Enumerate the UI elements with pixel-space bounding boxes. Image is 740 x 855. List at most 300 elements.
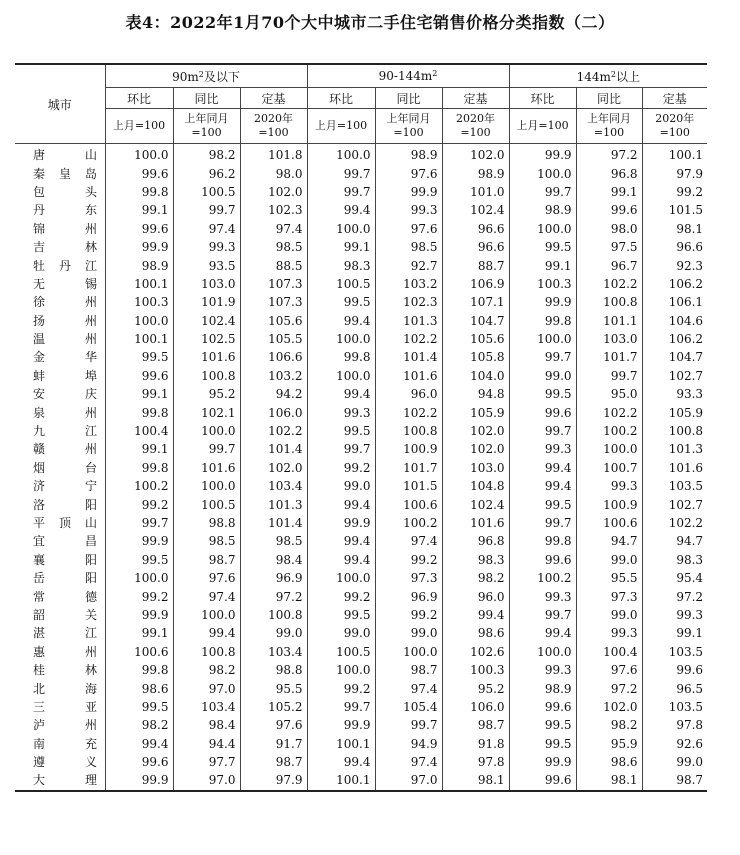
value-cell: 101.3 [240,495,307,513]
value-cell: 100.9 [576,495,642,513]
value-cell: 99.6 [105,367,173,385]
table-row [15,514,707,532]
value-cell: 97.4 [240,220,307,238]
value-cell: 97.2 [642,587,707,605]
city-name: 泉 州 [33,405,97,420]
value-cell: 100.0 [509,164,576,182]
value-cell: 99.1 [105,201,173,219]
value-cell: 98.5 [240,238,307,256]
table-row [15,422,707,440]
value-cell: 94.9 [375,735,442,753]
city-name: 南 充 [33,736,97,751]
city-name: 丹 东 [33,203,97,218]
value-cell: 100.0 [307,144,375,165]
value-cell: 99.0 [509,367,576,385]
city-name: 泸 州 [33,718,97,733]
table-row [15,606,707,624]
city-name: 吉 林 [33,240,97,255]
city-cell [15,440,105,458]
value-cell: 100.8 [173,643,240,661]
value-cell: 99.6 [642,661,707,679]
value-cell: 104.8 [442,477,509,495]
value-cell: 96.5 [642,679,707,697]
value-cell: 99.4 [307,312,375,330]
value-cell: 99.5 [509,716,576,734]
table-row [15,679,707,697]
table-row [15,293,707,311]
value-cell: 106.2 [642,330,707,348]
city-name: 宜 昌 [33,534,97,549]
value-cell: 99.9 [375,183,442,201]
value-cell: 99.0 [240,624,307,642]
value-cell: 99.0 [375,624,442,642]
value-cell: 97.6 [173,569,240,587]
value-cell: 99.0 [307,624,375,642]
table-row [15,183,707,201]
value-cell: 100.9 [375,440,442,458]
value-cell: 102.0 [442,440,509,458]
value-cell: 99.4 [509,624,576,642]
value-cell: 96.0 [375,385,442,403]
value-cell: 98.3 [307,256,375,274]
value-cell: 105.9 [642,403,707,421]
value-cell: 99.3 [173,238,240,256]
value-cell: 97.4 [173,587,240,605]
value-cell: 97.6 [576,661,642,679]
city-name: 北 海 [33,681,97,696]
value-cell: 96.9 [240,569,307,587]
table-row [15,144,707,165]
city-cell [15,293,105,311]
city-name: 蚌 埠 [33,368,97,383]
value-cell: 97.6 [240,716,307,734]
value-cell: 102.2 [642,514,707,532]
value-cell: 94.2 [240,385,307,403]
city-cell [15,459,105,477]
table-title: 表4：2022年1月70个大中城市二手住宅销售价格分类指数（二） [125,13,615,32]
table-row [15,403,707,421]
city-cell [15,275,105,293]
value-cell: 99.3 [576,624,642,642]
value-cell: 99.7 [173,201,240,219]
value-cell: 99.6 [105,220,173,238]
table-row [15,477,707,495]
value-cell: 106.0 [442,698,509,716]
sub-header: 环比 [105,88,173,109]
value-cell: 100.8 [642,422,707,440]
value-cell: 96.8 [442,532,509,550]
city-cell [15,698,105,716]
value-cell: 102.4 [442,201,509,219]
table-row [15,385,707,403]
value-cell: 102.6 [442,643,509,661]
value-cell: 106.1 [642,293,707,311]
table-header [15,64,707,144]
value-cell: 102.2 [576,403,642,421]
value-cell: 97.9 [240,771,307,790]
sub-header: 同比 [576,88,642,109]
value-cell: 98.9 [375,144,442,165]
city-name: 襄 阳 [33,552,97,567]
city-cell [15,643,105,661]
value-cell: 102.0 [442,144,509,165]
value-cell: 98.9 [105,256,173,274]
value-cell: 102.5 [173,330,240,348]
value-cell: 95.2 [442,679,509,697]
value-cell: 101.0 [442,183,509,201]
value-cell: 99.4 [509,459,576,477]
value-cell: 102.0 [240,459,307,477]
value-cell: 105.2 [240,698,307,716]
value-cell: 99.4 [105,735,173,753]
value-cell: 98.8 [240,661,307,679]
value-cell: 100.2 [509,569,576,587]
city-cell [15,514,105,532]
base-header: 2020年 =100 [240,109,307,144]
value-cell: 99.7 [576,367,642,385]
city-name: 惠 州 [33,644,97,659]
value-cell: 99.7 [307,183,375,201]
value-cell: 99.8 [105,183,173,201]
city-cell [15,144,105,165]
value-cell: 101.5 [375,477,442,495]
base-header: 上月=100 [307,109,375,144]
value-cell: 102.0 [576,698,642,716]
value-cell: 93.5 [173,256,240,274]
value-cell: 103.2 [375,275,442,293]
value-cell: 99.5 [105,348,173,366]
value-cell: 98.5 [240,532,307,550]
city-cell [15,661,105,679]
value-cell: 99.6 [509,403,576,421]
table-row [15,495,707,513]
value-cell: 99.7 [173,440,240,458]
value-cell: 105.5 [240,330,307,348]
value-cell: 98.2 [105,716,173,734]
table-row [15,220,707,238]
value-cell: 97.0 [375,771,442,790]
value-cell: 101.4 [375,348,442,366]
value-cell: 99.5 [105,551,173,569]
table-row [15,771,707,790]
city-name: 济 宁 [33,479,97,494]
city-cell [15,606,105,624]
value-cell: 99.4 [307,201,375,219]
value-cell: 100.5 [307,643,375,661]
value-cell: 99.9 [105,532,173,550]
city-name: 韶 关 [33,607,97,622]
city-name: 岳 阳 [33,571,97,586]
value-cell: 92.6 [642,735,707,753]
value-cell: 99.6 [105,164,173,182]
value-cell: 99.3 [307,403,375,421]
value-cell: 102.7 [642,495,707,513]
value-cell: 104.7 [442,312,509,330]
value-cell: 98.7 [173,551,240,569]
value-cell: 106.2 [642,275,707,293]
city-name: 扬 州 [33,313,97,328]
table-row [15,735,707,753]
value-cell: 100.0 [307,569,375,587]
value-cell: 103.4 [240,477,307,495]
sub-header: 定基 [442,88,509,109]
value-cell: 103.4 [240,643,307,661]
city-name: 遵 义 [33,755,97,770]
value-cell: 94.7 [642,532,707,550]
table-row [15,164,707,182]
value-cell: 99.7 [307,698,375,716]
city-column-header: 城市 [15,64,105,144]
value-cell: 102.2 [375,330,442,348]
value-cell: 99.1 [642,624,707,642]
value-cell: 104.7 [642,348,707,366]
city-cell [15,220,105,238]
value-cell: 101.4 [240,514,307,532]
value-cell: 99.1 [105,385,173,403]
value-cell: 102.4 [442,495,509,513]
value-cell: 100.1 [307,771,375,790]
value-cell: 99.9 [307,514,375,532]
value-cell: 103.5 [642,477,707,495]
value-cell: 97.8 [642,716,707,734]
value-cell: 100.4 [576,643,642,661]
base-header: 2020年 =100 [642,109,707,144]
value-cell: 99.7 [375,716,442,734]
value-cell: 99.6 [509,551,576,569]
value-cell: 105.6 [240,312,307,330]
value-cell: 101.3 [375,312,442,330]
value-cell: 100.5 [307,275,375,293]
value-cell: 100.6 [105,643,173,661]
value-cell: 98.3 [642,551,707,569]
city-name: 无 锡 [33,276,97,291]
value-cell: 97.0 [173,679,240,697]
city-name: 九 江 [33,424,97,439]
city-cell [15,256,105,274]
sub-header: 定基 [240,88,307,109]
value-cell: 99.4 [173,624,240,642]
table-row [15,256,707,274]
value-cell: 99.6 [509,698,576,716]
city-cell [15,624,105,642]
value-cell: 99.1 [105,440,173,458]
value-cell: 97.4 [375,753,442,771]
sub-header-row [15,88,707,109]
city-cell [15,330,105,348]
value-cell: 99.3 [642,606,707,624]
value-cell: 99.8 [105,403,173,421]
city-cell [15,164,105,182]
value-cell: 95.0 [576,385,642,403]
table-row [15,348,707,366]
value-cell: 105.8 [442,348,509,366]
table-row [15,551,707,569]
value-cell: 99.7 [509,514,576,532]
city-name: 锦 州 [33,221,97,236]
city-name: 金 华 [33,350,97,365]
value-cell: 99.8 [509,312,576,330]
city-cell [15,753,105,771]
value-cell: 98.9 [509,201,576,219]
value-cell: 98.3 [442,551,509,569]
value-cell: 99.0 [576,551,642,569]
value-cell: 99.8 [105,661,173,679]
value-cell: 99.9 [105,606,173,624]
value-cell: 99.3 [509,587,576,605]
value-cell: 101.8 [240,144,307,165]
value-cell: 99.7 [307,164,375,182]
value-cell: 99.3 [509,440,576,458]
value-cell: 99.9 [105,238,173,256]
value-cell: 99.5 [307,293,375,311]
value-cell: 99.4 [509,477,576,495]
table-row [15,643,707,661]
value-cell: 100.3 [442,661,509,679]
value-cell: 99.9 [509,753,576,771]
table-row [15,459,707,477]
value-cell: 98.5 [375,238,442,256]
city-name: 湛 江 [33,626,97,641]
value-cell: 105.4 [375,698,442,716]
city-cell [15,238,105,256]
base-header: 上年同月 =100 [173,109,240,144]
sub-header: 同比 [375,88,442,109]
city-cell [15,477,105,495]
table-row [15,238,707,256]
value-cell: 99.5 [509,238,576,256]
value-cell: 100.0 [105,569,173,587]
value-cell: 101.5 [642,201,707,219]
value-cell: 94.7 [576,532,642,550]
value-cell: 95.2 [173,385,240,403]
sub-header: 环比 [307,88,375,109]
group-header: $90m^2$及以下 [105,64,307,88]
value-cell: 103.0 [442,459,509,477]
value-cell: 99.6 [509,771,576,790]
value-cell: 96.7 [576,256,642,274]
table-row [15,201,707,219]
city-cell [15,312,105,330]
value-cell: 103.4 [173,698,240,716]
value-cell: 96.2 [173,164,240,182]
base-header: 2020年 =100 [442,109,509,144]
value-cell: 99.4 [307,385,375,403]
table-row [15,569,707,587]
value-cell: 100.0 [307,330,375,348]
value-cell: 99.7 [509,348,576,366]
city-name: 桂 林 [33,663,97,678]
value-cell: 100.0 [307,367,375,385]
table-row [15,716,707,734]
value-cell: 96.8 [576,164,642,182]
city-name: 烟 台 [33,460,97,475]
value-cell: 100.0 [375,643,442,661]
value-cell: 100.6 [576,514,642,532]
value-cell: 99.5 [509,735,576,753]
value-cell: 99.3 [509,661,576,679]
table-row [15,661,707,679]
value-cell: 99.8 [307,348,375,366]
value-cell: 99.0 [576,606,642,624]
value-cell: 100.1 [307,735,375,753]
value-cell: 100.7 [576,459,642,477]
group-header: $90-144m^2$ [307,64,509,88]
value-cell: 98.2 [442,569,509,587]
value-cell: 97.8 [442,753,509,771]
value-cell: 101.6 [173,459,240,477]
city-cell [15,348,105,366]
value-cell: 99.7 [509,606,576,624]
value-cell: 105.9 [442,403,509,421]
value-cell: 100.8 [240,606,307,624]
city-cell [15,403,105,421]
value-cell: 99.2 [307,679,375,697]
city-name: 常 德 [33,589,97,604]
value-cell: 93.3 [642,385,707,403]
table-row [15,532,707,550]
value-cell: 96.6 [642,238,707,256]
value-cell: 100.0 [509,643,576,661]
table-row [15,753,707,771]
value-cell: 95.4 [642,569,707,587]
value-cell: 98.1 [442,771,509,790]
table-row [15,698,707,716]
value-cell: 103.0 [576,330,642,348]
table-body [15,144,707,791]
value-cell: 99.6 [105,753,173,771]
value-cell: 98.2 [576,716,642,734]
value-cell: 99.0 [307,477,375,495]
table-row [15,624,707,642]
value-cell: 99.9 [105,771,173,790]
value-cell: 99.8 [509,532,576,550]
value-cell: 96.9 [375,587,442,605]
value-cell: 105.6 [442,330,509,348]
value-cell: 91.8 [442,735,509,753]
base-header-row [15,109,707,144]
value-cell: 99.3 [375,201,442,219]
value-cell: 99.4 [307,551,375,569]
value-cell: 99.2 [642,183,707,201]
value-cell: 97.3 [375,569,442,587]
value-cell: 99.5 [307,422,375,440]
value-cell: 100.0 [576,440,642,458]
value-cell: 99.5 [509,385,576,403]
value-cell: 98.7 [375,661,442,679]
city-name: 温 州 [33,332,97,347]
value-cell: 98.7 [642,771,707,790]
value-cell: 100.2 [375,514,442,532]
value-cell: 99.8 [105,459,173,477]
value-cell: 92.3 [642,256,707,274]
value-cell: 100.0 [105,312,173,330]
value-cell: 100.5 [173,183,240,201]
value-cell: 101.6 [375,367,442,385]
value-cell: 96.6 [442,238,509,256]
value-cell: 100.3 [509,275,576,293]
city-cell [15,367,105,385]
value-cell: 102.7 [642,367,707,385]
value-cell: 100.5 [173,495,240,513]
value-cell: 97.9 [642,164,707,182]
value-cell: 102.2 [375,403,442,421]
value-cell: 100.8 [576,293,642,311]
value-cell: 99.5 [509,495,576,513]
value-cell: 99.1 [576,183,642,201]
value-cell: 99.9 [307,716,375,734]
value-cell: 94.8 [442,385,509,403]
value-cell: 99.7 [105,514,173,532]
